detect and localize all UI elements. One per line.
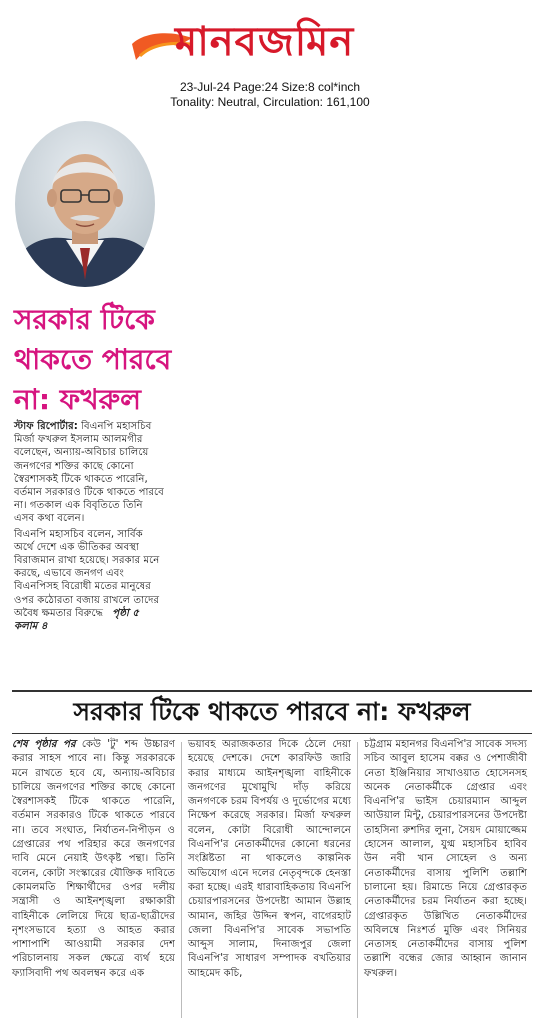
article-column-1-text: কেউ 'টু' শব্দ উচ্চারণ করার সাহস পাবে না। কিন্তু সরকারকে মনে রাখতে হবে যে, অন্যায়-অবিচার চালিয়ে জনগণের শক্তির কাছে কোনো স্বৈরশাসকই টিকে থাকতে পারেনি, বর্তমান সরকারও টিকে থাকতে পারবে না। তবে সংঘাত, নির্যাতন-নিপীড়ন ও গ্রেপ্তারের পথ পরিহার করে জনগণের দাবি মেনে নেয়াই উৎকৃষ্ট পন্থা। তিনি বলেন, কোটা সংস্কারের যৌক্তিক দাবিতে কোমলমতি শিক্ষার্থীদের ওপর দলীয় সন্ত্রাসী ও আইনশৃঙ্খলা রক্ষাকারী বাহিনীকে লেলিয়ে দিয়ে ছাত্র-ছাত্রীদের নৃশংসভাবে হত্যা ও আহত করার পাশাপাশি আওয়ামী সরকার দেশ পরিচালনায় সকল ক্ষেত্রে ব্যর্থ হয়ে ফ্যাসিবাদী পথ অবলম্বন করে এক bbox=[12, 739, 175, 979]
article-column-3: চট্টগ্রাম মহানগর বিএনপি'র সাবেক সদস্য সচিব আবুল হাসেম বক্কর ও পেশাজীবী নেতা ইঞ্জিনিয়ার সাখাওয়াত হোসেনসহ অনেক নেতাকর্মীকে গ্রেপ্তার এবং বিএনপি'র ভাইস চেয়ারম্যান আব্দুল আউয়াল মিন্টু, চেয়ারপারসনের উপদেষ্টা তাহসিনা রুশদির লুনা, সৈয়দ মোয়াজ্জেম হোসেন আলাল, যুগ্ম মহাসচিব হাবিব উন নবী খান সোহেল ও অন্য নেতাকর্মীদের বাসায় পুলিশি তল্লাশি চালানো হয়। রিমান্ডে নিয়ে গ্রেপ্তারকৃত নেতাকর্মীদের চরম নির্যাতন করা হচ্ছে। গ্রেপ্তারকৃত উল্লিখিত নেতাকর্মীদের অবিলম্বে নিঃশর্ত মুক্তি এবং সিনিয়র নেতাসহ নেতাকর্মীদের বাসায় পুলিশ তল্লাশি বন্ধের জোর আহ্বান জানান ফখরুল। bbox=[364, 739, 527, 979]
intro-paragraph-2-text: বিএনপি মহাসচিব বলেন, সার্বিক অর্থে দেশে এক ভীতিকর অবস্থা বিরাজমান রাখা হয়েছে। সরকার মনে করছে, এভাবে জনগণ এবং বিএনপিসহ বিরোধী মতের মানুষের ওপর কঠোরতা বজায় রাখলে তাদের অবৈধ ক্ষমতার বিরুদ্ধে bbox=[14, 528, 160, 619]
clipping-tonality: Tonality: Neutral, Circulation: 161,100 bbox=[170, 95, 370, 109]
article-column-1 bbox=[12, 738, 175, 981]
continued-from-label: শেষ পৃষ্ঠার পর bbox=[12, 739, 76, 750]
banner-bottom-rule bbox=[12, 733, 532, 734]
newspaper-masthead bbox=[130, 6, 410, 80]
headline-line-2: থাকতে পারবে bbox=[14, 343, 172, 376]
article-columns bbox=[12, 738, 532, 1022]
continuation-headline: সরকার টিকে থাকতে পারবে না: ফখরুল bbox=[73, 697, 471, 726]
masthead-title: মানবজমিন bbox=[175, 18, 355, 65]
column-divider bbox=[181, 742, 182, 1018]
intro-paragraph-1 bbox=[14, 420, 164, 526]
column-divider bbox=[357, 742, 358, 1018]
intro-paragraph-2 bbox=[14, 528, 164, 634]
headline bbox=[14, 300, 172, 420]
byline: স্টাফ রিপোর্টার: bbox=[14, 421, 78, 432]
intro-paragraph-1-text: বিএনপি মহাসচিব মির্জা ফখরুল ইসলাম আলমগীর বলেছেন, অন্যায়-অবিচার চালিয়ে জনগণের শক্তির কাছে কোনো স্বৈরশাসকই টিকে থাকতে পারেনি, বর্তমান সরকারও টিকে থাকতে পারবে না। গতকাল এক বিবৃতিতে তিনি এসব কথা বলেন। bbox=[14, 421, 164, 525]
intro-text bbox=[14, 420, 164, 635]
headline-line-3: না: ফখরুল bbox=[14, 383, 141, 416]
article-column-2: ভয়াবহ অরাজকতার দিকে ঠেলে দেয়া হয়েছে দেশকে। দেশে কারফিউ জারি করার মাধ্যমে আইনশৃঙ্খলা বাহিনীকে জনগণের মুখোমুখি দাঁড় করিয়ে জনগণকে চরম বিপর্যয় ও দুর্ভোগের মধ্যে নিক্ষেপ করেছে সরকার। মির্জা ফখরুল বলেন, কোটা বিরোধী আন্দোলনে বিএনপি'র নেতাকর্মীদের কোনো ধরনের সংশ্লিষ্টতা না থাকলেও কাল্পনিক অভিযোগ এনে দলের নেতৃবৃন্দকে হেনস্তা করা হচ্ছে। এরই ধারাবাহিকতায় বিএনপি চেয়ারপারসনের উপদেষ্টা আমান উল্লাহ আমান, জহির উদ্দিন স্বপন, বাগেরহাট জেলা বিএনপি'র সাবেক সভাপতি আব্দুস সালাম, দিনাজপুর জেলা বিএনপি'র সাধারণ সম্পাদক বখতিয়ার আহমেদ কচি, bbox=[188, 739, 351, 979]
portrait-photo bbox=[14, 120, 156, 288]
banner-top-rule bbox=[12, 690, 532, 692]
clipping-info: 23-Jul-24 Page:24 Size:8 col*inch bbox=[179, 80, 361, 94]
continuation-jump: পৃষ্ঠা ৫ কলাম ৪ bbox=[14, 607, 139, 633]
headline-line-1: সরকার টিকে bbox=[14, 303, 155, 336]
